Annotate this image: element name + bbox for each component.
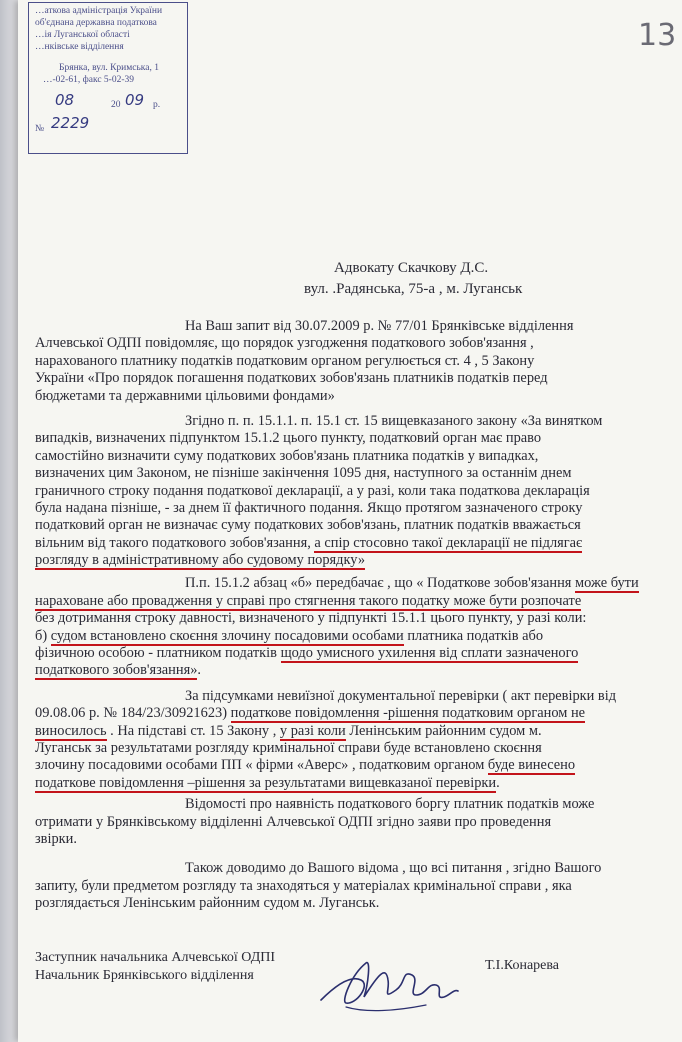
signatory-name: Т.І.Конарева [485, 958, 560, 973]
text-line: Луганськ за результатами розгляду кримінальної справи буде встановлено скоєння [35, 739, 542, 756]
page-number: 13 [638, 18, 677, 53]
underlined-text: податкове повідомлення -рішення податковим органом не [230, 705, 586, 722]
underlined-text: щодо умисного ухилення від сплати зазначеного [280, 645, 579, 662]
text-run: фізичною особою - платником податків [35, 645, 277, 662]
stamp-date-suffix: р. [153, 100, 161, 110]
stamp-date-day: 08 [55, 91, 75, 109]
text-line [35, 628, 673, 645]
scan-edge [0, 0, 18, 1042]
handwritten-signature [316, 945, 466, 1025]
stamp-date-year-prefix: 20 [111, 100, 121, 110]
text-run: . На підставі ст. 15 Закону , [110, 722, 277, 739]
text-line: нарахованого платнику податків податковим органом регулюється ст. 4 , 5 Закону [35, 352, 535, 369]
underlined-text: податкове повідомлення –рішення за результатами вищевказаної перевірки [35, 774, 497, 791]
text-line [35, 757, 673, 774]
text-line: граничного строку подання податкової декларації, а у разі, коли така податкова декларація [35, 482, 590, 499]
text-line: податковий орган не визначає суму податкових зобов'язань, платник податків вважається [35, 517, 581, 534]
text-line: була надана пізніше, - за днем її фактичного подання. Якщо протягом зазначеного строку [35, 499, 583, 516]
text-run: . [496, 774, 500, 791]
stamp-line: …-02-61, факс 5-02-39 [43, 75, 134, 85]
underlined-text: виносилось [35, 722, 107, 739]
text-line: отримати у Брянківському відділенні Алчевської ОДПІ згідно заяви про проведення [35, 813, 552, 830]
text-line: визначених цим Законом, не пізніше закінчення 1095 дня, наступного за останнім днем [35, 465, 572, 482]
stamp-number: 2229 [51, 114, 90, 132]
stamp-line: …ія Луганської області [35, 30, 130, 40]
stamp-line: …нківське відділення [35, 42, 124, 52]
addressee-address: вул. .Радянська, 75-а , м. Луганськ [304, 281, 523, 297]
underlined-text: податкового зобов'язання» [35, 662, 198, 679]
registration-stamp [28, 2, 188, 154]
paragraph-5 [35, 796, 673, 848]
underlined-text: буде винесено [487, 757, 576, 774]
paragraph-1 [35, 318, 673, 405]
text-line: Також доводимо до Вашого відома , що всі питання , згідно Вашого [185, 860, 602, 877]
text-line [35, 775, 673, 792]
text-line [35, 645, 673, 662]
text-run: . [197, 662, 202, 679]
text-run: 09.08.06 р. № 184/23/30921623) [35, 705, 228, 722]
stamp-line: …аткова адміністрація України [35, 6, 163, 16]
text-line: На Ваш запит від 30.07.2009 р. № 77/01 Брянківське відділення [185, 318, 574, 334]
underlined-text: нараховане або провадження у справі про стягнення такого податку може бути розпочате [35, 592, 582, 609]
text-line: без дотримання строку давності, визначеного у підпункті 15.1.1 цього пункту, у разі коли: [35, 610, 587, 627]
underlined-text: судом встановлено скоєння злочину посадовими особами [50, 627, 404, 644]
text-line [35, 552, 673, 569]
text-line [35, 593, 673, 610]
text-run: вільним від такого податкового зобов'язання, [35, 534, 311, 551]
paragraph-4 [35, 688, 673, 792]
signatory-title-1: Заступник начальника Алчевської ОДПІ [35, 950, 276, 965]
text-line: звірки. [35, 830, 77, 847]
text-line [35, 723, 673, 740]
underlined-text: розгляду в адміністративному або судовому порядку» [35, 552, 366, 569]
text-run: платника податків або [407, 627, 544, 644]
underlined-text: у разі коли [279, 722, 346, 739]
letter-body [35, 318, 673, 913]
text-line [35, 662, 673, 679]
underlined-text: а спір стосовно такої декларації не підлягає [314, 534, 583, 551]
text-line: За підсумками невиїзної документальної перевірки ( акт перевірки від [185, 687, 617, 704]
paragraph-6 [35, 860, 673, 912]
text-line [35, 705, 673, 722]
stamp-number-prefix: № [35, 124, 45, 134]
signatory-title-2: Начальник Брянківського відділення [35, 968, 254, 983]
paragraph-3 [35, 575, 673, 679]
text-line: запиту, були предметом розгляду та знаходяться у матеріалах кримінальної справи , яка [35, 877, 572, 894]
text-line [35, 535, 673, 552]
text-line: Алчевської ОДПІ повідомляє, що порядок узгодження податкового зобов'язання , [35, 335, 534, 352]
underlined-text: може бути [575, 575, 639, 592]
stamp-line: Брянка, вул. Кримська, 1 [59, 63, 160, 73]
text-line [35, 575, 673, 592]
text-line: випадків, визначених підпунктом 15.1.2 цього пункту, податковий орган має право [35, 430, 542, 447]
text-run: злочину посадовими особами ПП « фірми «Аверс» , податковим органом [35, 757, 485, 774]
text-run: П.п. 15.1.2 абзац «б» передбачає , що « Податкове зобов'язання [185, 575, 572, 592]
text-line: самостійно визначити суму податкових зобов'язань платника податків у випадках, [35, 447, 539, 464]
document-page [18, 0, 682, 1042]
addressee-name: Адвокату Скачкову Д.С. [334, 260, 489, 276]
text-run: Ленінським районним судом м. [349, 722, 542, 739]
text-run: б) [35, 627, 48, 644]
text-line: бюджетами та державними цільовими фондами» [35, 387, 335, 404]
stamp-date-month: 09 [125, 91, 145, 109]
text-line: розглядається Ленінським районним судом м. Луганськ. [35, 895, 380, 912]
stamp-line: об'єднана державна податкова [35, 18, 157, 28]
text-line: Згідно п. п. 15.1.1. п. 15.1 ст. 15 вищевказаного закону «За винятком [185, 412, 603, 429]
paragraph-2 [35, 413, 673, 570]
text-line: Відомості про наявність податкового боргу платник податків може [185, 796, 595, 813]
text-line: України «Про порядок погашення податкових зобов'язань платників податків перед [35, 370, 548, 387]
